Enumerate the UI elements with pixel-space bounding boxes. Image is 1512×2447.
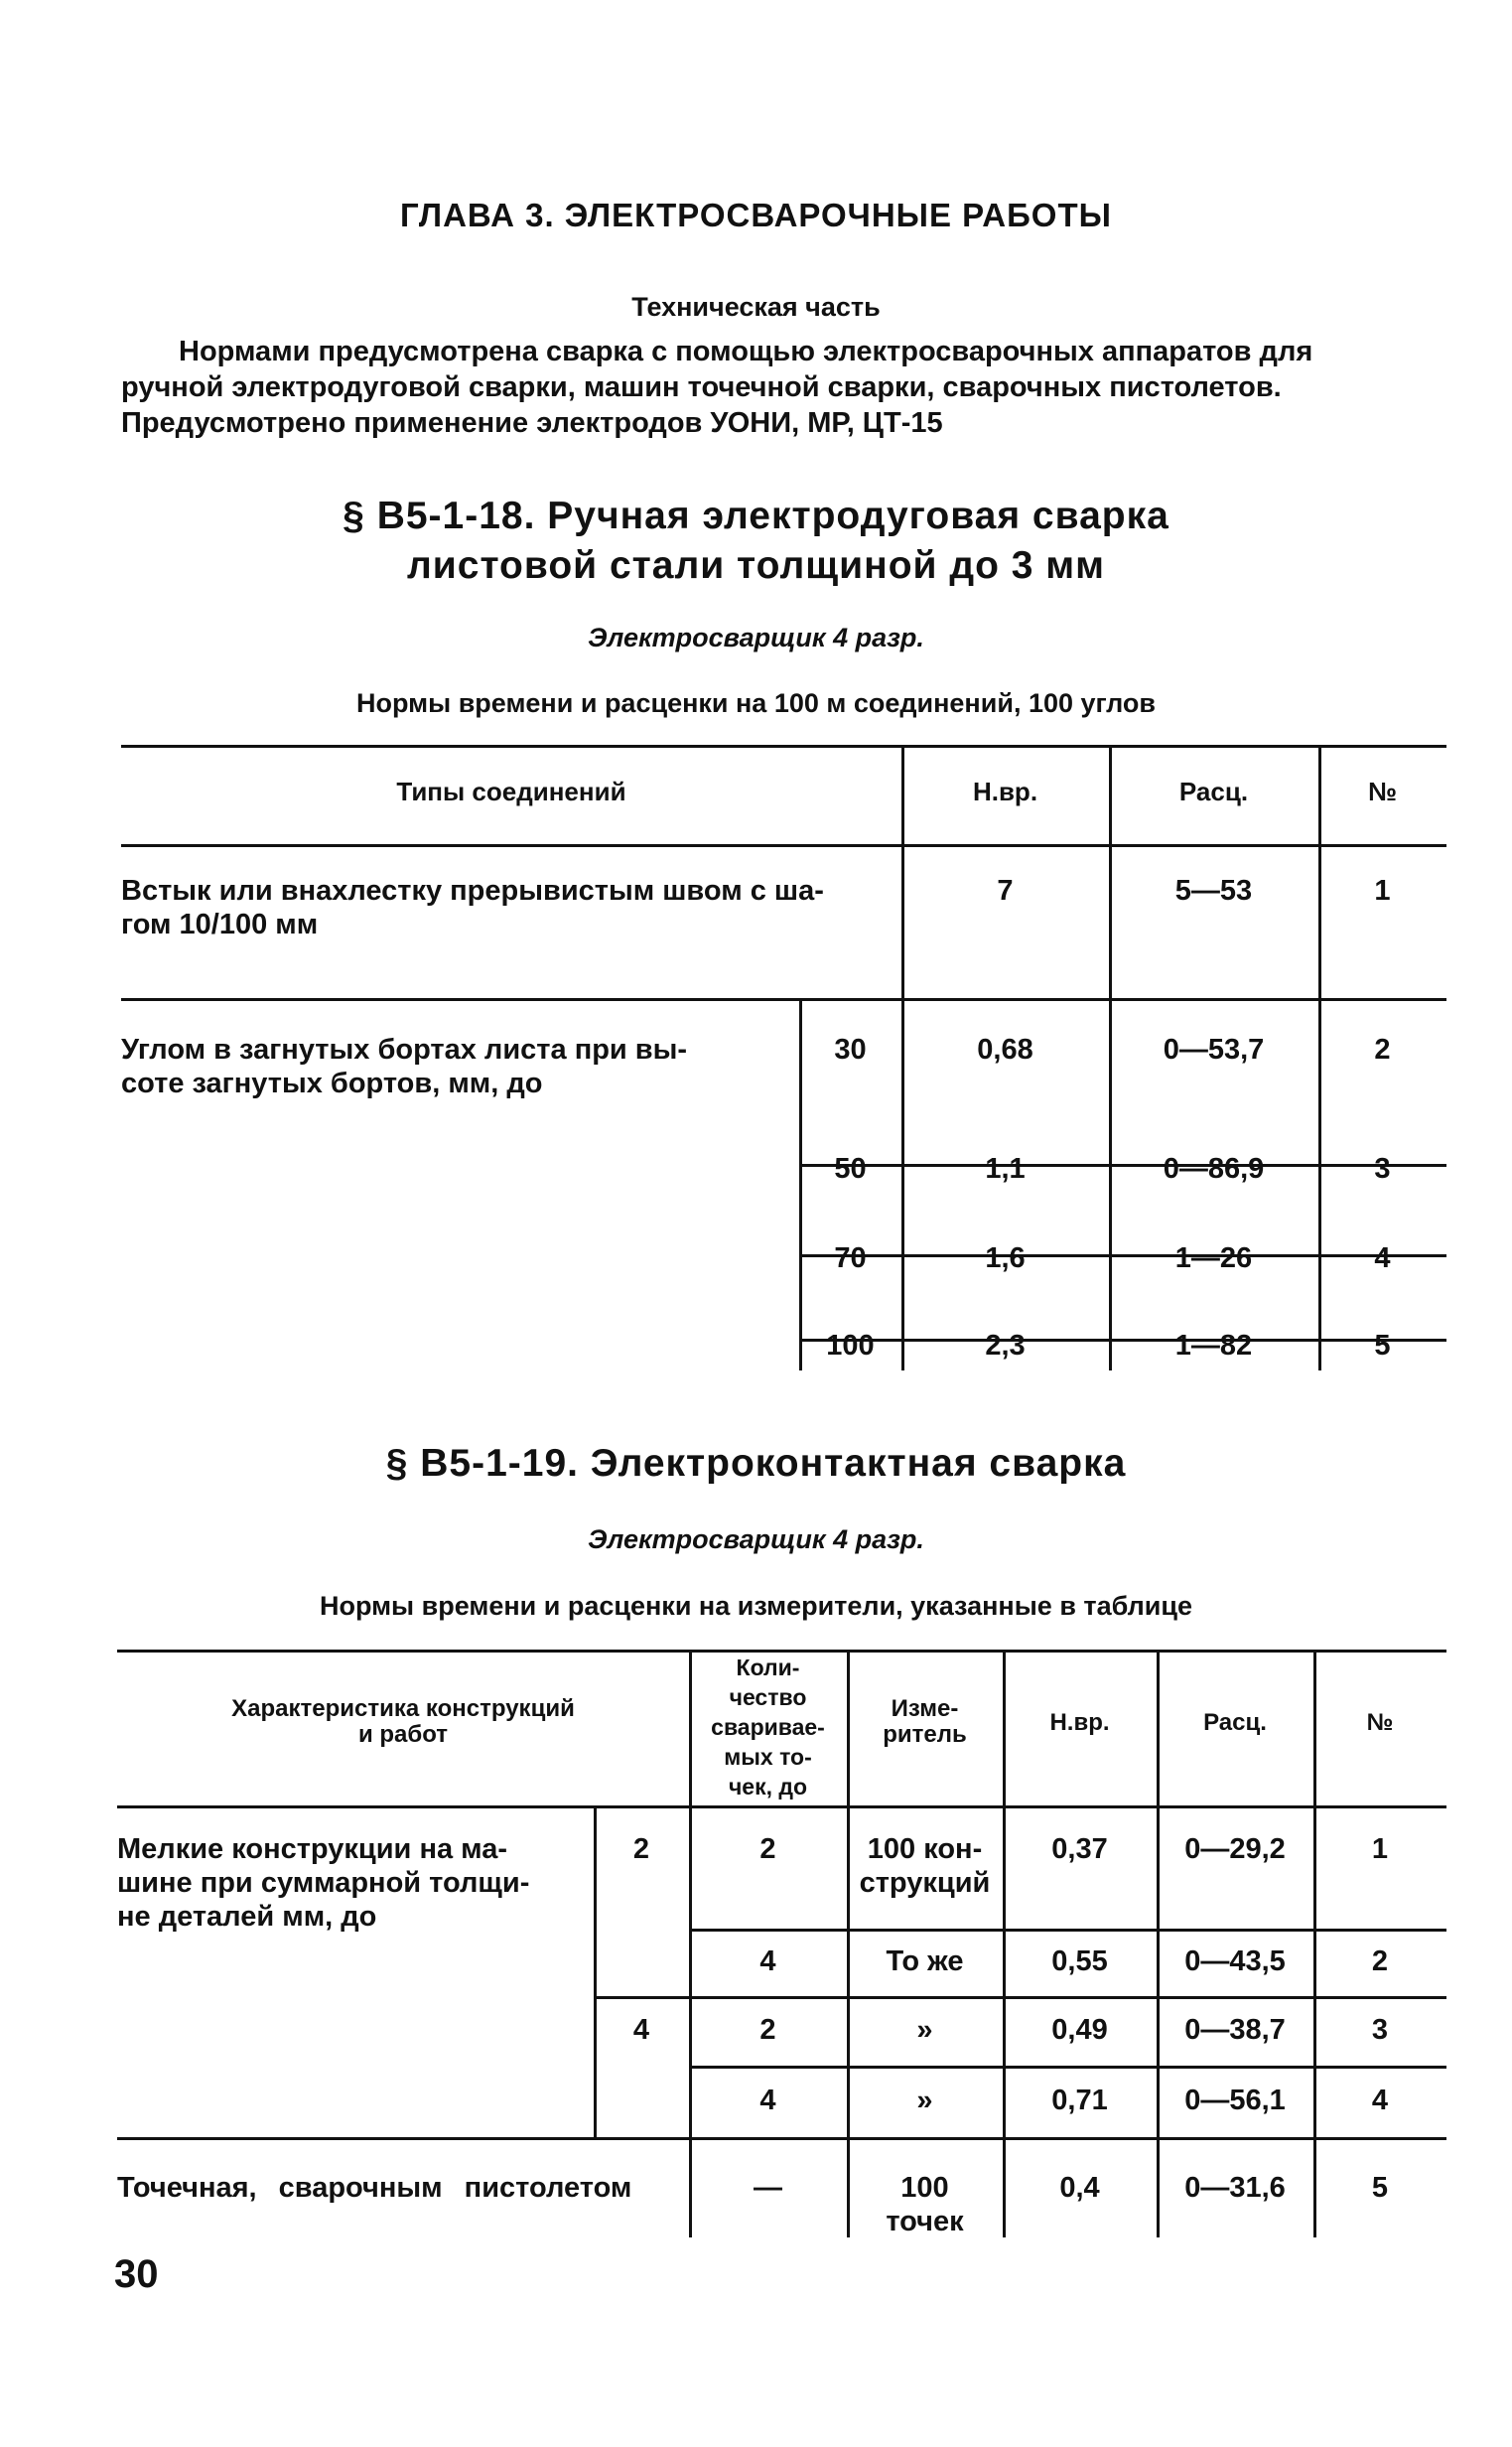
section1-title-line1: § В5-1-18. Ручная электродуговая сварка [343,495,1169,537]
table1-group-desc-line2: соте загнутых бортов, мм, до [121,1068,543,1099]
table1-header-types: Типы соединений [396,777,626,806]
table2-num: 1 [1371,1833,1389,1865]
table2-num: 4 [1371,2085,1389,2116]
table2-header-points-line5: чек, до [728,1774,808,1799]
section2-worker: Электросварщик 4 разр. [588,1524,924,1554]
table2-header-points-line3: свариваe- [711,1714,825,1740]
table2-nvr: 0,55 [1051,1945,1108,1977]
table2-nvr: 0,4 [1059,2172,1100,2204]
table2-header-nvr: Н.вр. [1049,1709,1110,1736]
table1-num: 2 [1374,1034,1391,1066]
table2-rasc: 0—31,6 [1184,2172,1286,2204]
section1-worker: Электросварщик 4 разр. [588,623,924,652]
technical-part-heading: Техническая часть [631,292,881,322]
chapter-title: ГЛАВА 3. ЭЛЕКТРОСВАРОЧНЫЕ РАБОТЫ [400,197,1112,233]
table1-header-nvr: Н.вр. [972,777,1038,806]
table2-measure: » [916,2085,933,2116]
table2-num: 3 [1371,2014,1389,2046]
table2-measure-line2: точек [886,2206,964,2237]
table2-header-characteristic-line1: Характеристика конструкций [231,1695,575,1722]
table2-rasc: 0—38,7 [1184,2014,1286,2046]
table2-measure-line1: 100 [900,2172,949,2204]
table1-row1-num: 1 [1374,875,1391,907]
table2-num: 2 [1371,1945,1389,1977]
table1-rasc: 0—53,7 [1163,1034,1265,1066]
section1-norms: Нормы времени и расценки на 100 м соединений, 100 углов [356,688,1156,718]
table1-nvr: 2,3 [985,1330,1026,1362]
table1-row1-desc [121,874,895,941]
table2-group-desc-line3: не деталей мм, до [117,1901,377,1933]
table2-thick: 2 [632,1833,650,1865]
table1-row1-rasc: 5—53 [1174,875,1253,907]
table1-height: 70 [834,1242,867,1274]
table2-points: 4 [759,1945,776,1977]
table1-header-rasc: Расц. [1178,777,1249,806]
table2-nvr: 0,49 [1051,2014,1108,2046]
table2-rasc: 0—43,5 [1184,1945,1286,1977]
table1-num: 5 [1374,1330,1391,1362]
section2-title: § В5-1-19. Электроконтактная сварка [385,1442,1127,1485]
table1-num: 3 [1374,1153,1391,1185]
table1-row1-nvr: 7 [997,875,1014,907]
table2-group-desc-line1: Мелкие конструкции на ма- [117,1833,508,1865]
table1-height: 30 [834,1034,867,1066]
table1-num: 4 [1374,1242,1391,1274]
table2-num: 5 [1371,2172,1389,2204]
table1-rasc: 0—86,9 [1163,1153,1265,1185]
table2-points: 4 [759,2085,776,2116]
intro-line-3: Предусмотрено применение электродов УОНИ, МР, ЦТ-15 [121,407,943,439]
table2-header-measure-line2: ритель [883,1721,967,1748]
table1-header-num: № [1368,777,1397,806]
table2-header-points-line2: чество [729,1684,807,1710]
table2-header-num: № [1366,1709,1394,1736]
table2-nvr: 0,71 [1051,2085,1108,2116]
table1-nvr: 1,1 [985,1153,1026,1185]
table2-header-characteristic-line2: и работ [357,1721,449,1748]
table2-header-characteristic [117,1696,689,1748]
table2-points: 2 [759,2014,776,2046]
table2-header-rasc: Расц. [1203,1709,1267,1736]
table2-header-measure-line1: Изме- [891,1695,959,1722]
table2-thick: 4 [632,2014,650,2046]
table2-rasc: 0—29,2 [1184,1833,1286,1865]
table1-rasc: 1—82 [1174,1330,1253,1362]
table1-row1-desc-line1: Встык или внахлестку прерывистым швом с ша- [121,875,824,907]
table2-group-desc [117,1832,584,1934]
table2-measure-line1: 100 кон- [867,1833,983,1865]
table2-measure: То же [886,1945,964,1977]
table2-last-desc: Точечная, сварочным пистолетом [117,2172,632,2204]
table2-header-points-line4: мых то- [724,1744,812,1770]
table2-measure: » [916,2014,933,2046]
intro-line-1: Нормами предусмотрена сварка с помощью электросварочных аппаратов для [179,336,1313,367]
section2-norms: Нормы времени и расценки на измерители, указанные в таблице [319,1591,1193,1621]
technical-part-text [121,334,1443,441]
table2-group-desc-line2: шине при суммарной толщи- [117,1867,530,1899]
table1-height: 100 [826,1330,875,1362]
table2-header-points [689,1653,847,1801]
table2-points: — [754,2172,782,2204]
table2-measure-line2: струкций [859,1867,991,1899]
table1-height: 50 [834,1153,867,1185]
table1-nvr: 1,6 [985,1242,1026,1274]
page-number: 30 [114,2252,159,2296]
table2-points: 2 [759,1833,776,1865]
table1-group-desc [121,1033,791,1100]
table1-rasc: 1—26 [1174,1242,1253,1274]
table1-group-desc-line1: Углом в загнутых бортах листа при вы- [121,1034,688,1066]
table1-row1-desc-line2: гом 10/100 мм [121,909,319,940]
table2-header-points-line1: Коли- [736,1655,800,1680]
table1-nvr: 0,68 [977,1034,1033,1066]
intro-line-2: ручной электродуговой сварки, машин точечной сварки, сварочных пистолетов. [121,371,1282,403]
table2-measure [847,1832,1003,1900]
table2-header-measure [847,1696,1003,1748]
table2-nvr: 0,37 [1051,1833,1108,1865]
table2-rasc: 0—56,1 [1184,2085,1286,2116]
section1-title-line2: листовой стали толщиной до 3 мм [407,544,1105,587]
table2-measure [847,2171,1003,2238]
